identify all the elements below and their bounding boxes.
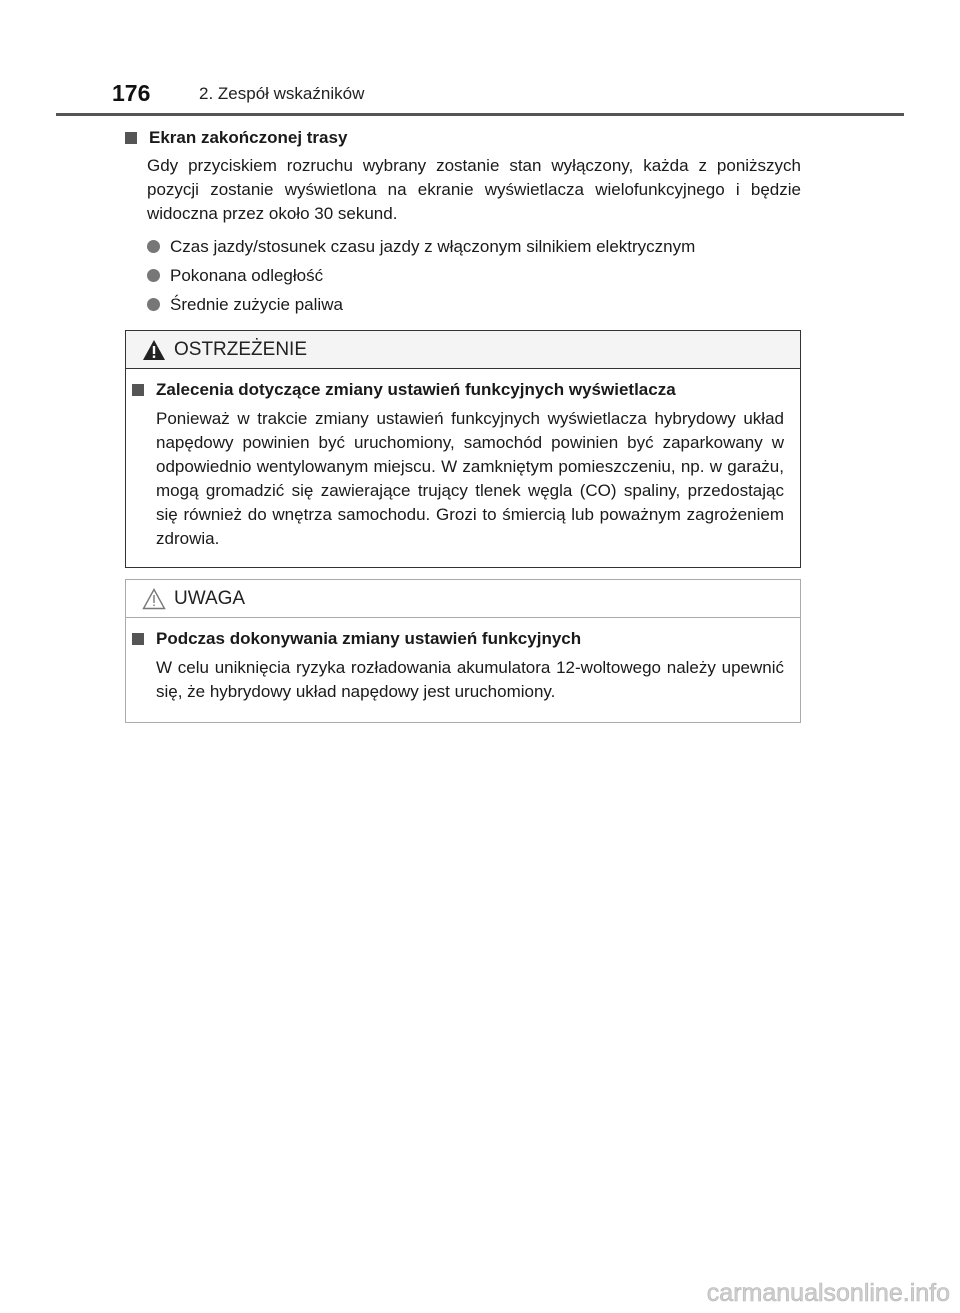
- bullet-list: [147, 232, 801, 319]
- warning-heading-text: Zalecenia dotyczące zmiany ustawień funkcyjnych wyświetlacza: [156, 380, 676, 399]
- section-heading-text: Ekran zakończonej trasy: [149, 128, 348, 147]
- list-item: [147, 261, 801, 290]
- notice-text: W celu uniknięcia ryzyka rozładowania akumulatora 12-woltowego należy upewnić się, że hybrydowy układ napędowy jest uruchomiony.: [156, 658, 784, 701]
- notice-title: UWAGA: [174, 587, 246, 609]
- trip-summary-section: [125, 126, 801, 319]
- list-item: [147, 290, 801, 319]
- section-paragraph: Gdy przyciskiem rozruchu wybrany zostanie stan wyłączony, każda z poniższych pozycji zostanie wyświetlona na ekranie wyświetlacza wielofunkcyjnego i będzie widoczna przez około 30 sekund.: [147, 156, 801, 223]
- warning-heading: [132, 377, 784, 403]
- warning-box: [125, 330, 801, 568]
- warning-triangle-icon: [142, 339, 166, 361]
- list-item: [147, 232, 801, 261]
- notice-header: [126, 580, 800, 618]
- section-heading: [125, 126, 801, 150]
- square-bullet-icon: [132, 384, 144, 396]
- page-header: [112, 80, 902, 114]
- circle-bullet-icon: [147, 240, 160, 253]
- warning-body: [126, 369, 800, 551]
- notice-body: [126, 618, 800, 704]
- list-item-text: Pokonana odległość: [170, 265, 324, 285]
- square-bullet-icon: [132, 633, 144, 645]
- list-item-text: Średnie zużycie paliwa: [170, 294, 343, 314]
- warning-title: OSTRZEŻENIE: [174, 338, 308, 360]
- notice-heading-text: Podczas dokonywania zmiany ustawień funkcyjnych: [156, 629, 582, 648]
- circle-bullet-icon: [147, 298, 160, 311]
- list-item-text: Czas jazdy/stosunek czasu jazdy z włączonym silnikiem elektrycznym: [170, 236, 696, 256]
- chapter-title: 2. Zespół wskaźników: [199, 84, 365, 103]
- warning-text: Ponieważ w trakcie zmiany ustawień funkcyjnych wyświetlacza hybrydowy układ napędowy powinien być uruchomiony, samochód powinien być zaparkowany w odpowiednio wentylowanym miejscu. W zamkniętym pomieszczeniu, np. w garażu, mogą gromadzić się zawierające trujący tlenek węgla (CO) spaliny, przedostając się również do wnętrza samochodu. Grozi to śmiercią lub poważnym zagrożeniem zdrowia.: [156, 409, 784, 548]
- notice-box: [125, 579, 801, 723]
- watermark-logo: [578, 1275, 958, 1311]
- svg-text:carmanualsonline.info: carmanualsonline.info: [706, 1279, 950, 1307]
- notice-heading: [132, 626, 784, 652]
- caution-triangle-icon: [142, 588, 166, 610]
- square-bullet-icon: [125, 132, 137, 144]
- circle-bullet-icon: [147, 269, 160, 282]
- page-number: 176: [112, 80, 151, 106]
- header-divider: [56, 113, 904, 116]
- warning-header: [126, 331, 800, 369]
